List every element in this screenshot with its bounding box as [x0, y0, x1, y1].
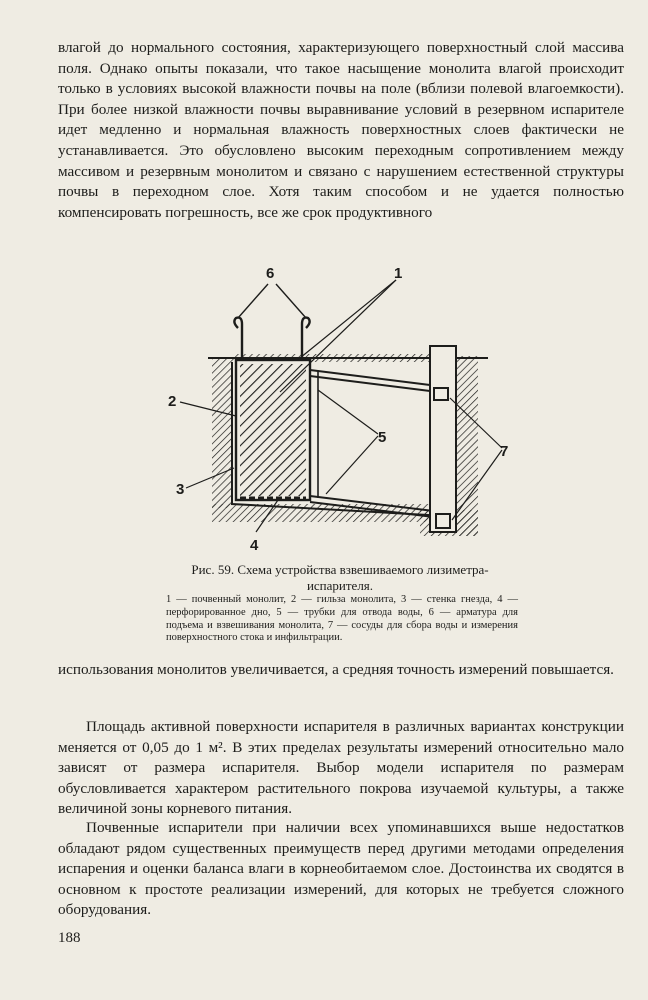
collection-vessel-top — [434, 388, 448, 400]
label-5: 5 — [378, 429, 387, 446]
lifting-hook-right — [302, 318, 310, 358]
paragraph-2: использования монолитов увеличивается, а средняя точность измерений повышается. — [58, 661, 614, 678]
figure-caption: Рис. 59. Схема устройства взвешиваемого лизиметра-испарителя. — [191, 562, 489, 593]
leader-5a — [318, 390, 378, 434]
paragraph-3: Площадь активной поверхности испарителя в различных вариантах конструкции меняется от 0,05 до 1 м². В этих пределах результаты измерений относительно мало зависят от размера испарителя. Выбор модели испарителя по размерам обусловливается характером растительного покрова изучаемой культуры, а также величиной зоны корневого питания. — [58, 718, 624, 818]
figure-legend: 1 — почвенный монолит, 2 — гильза монолита, 3 — стенка гнезда, 4 — перфорированное дно, 5 — трубки для отвода воды, 6 — арматура для подъема и взвешивания монолита, 7 — сосуды для сбора воды и измерения поверхностного стока и инфильтрации. — [166, 594, 518, 644]
label-2: 2 — [168, 393, 177, 410]
label-6: 6 — [266, 265, 275, 282]
page-number: 188 — [58, 930, 81, 946]
label-7: 7 — [500, 443, 509, 460]
lifting-hook-left — [234, 318, 242, 358]
lifting-cable-right — [276, 284, 306, 318]
paragraph-1: влагой до нормального состояния, характеризующего поверхностный слой массива поля. Однако опыты показали, что такое насыщение монолита влагой происходит только в условиях высокой влажности почвы на поле (вблизи полевой влагоемкости). При более низкой влажности почвы выравнивание условий в резервном испарителе идет медленно и нормальная влажность поверхностных слоев фактически не устанавливается. Это обусловлено высоким переходным сопротивлением между массивом и резервным монолитом и связано с нарушением естественной структуры почвы в переходном слое. Хотя таким способом и не удается полностью компенсировать погрешность, все же срок продуктивного — [58, 39, 624, 221]
collection-shaft — [430, 346, 456, 532]
label-3: 3 — [176, 481, 185, 498]
soil-wall-left — [212, 358, 232, 508]
leader-1b — [280, 280, 396, 392]
label-1: 1 — [394, 265, 403, 282]
leader-5b — [326, 436, 378, 494]
soil-monolith — [240, 364, 306, 496]
label-4: 4 — [250, 537, 259, 554]
lifting-cable-left — [238, 284, 268, 318]
collection-vessel-bottom — [436, 514, 450, 528]
lysimeter-diagram — [150, 258, 530, 558]
figure-59 — [150, 258, 530, 558]
leader-1 — [300, 280, 396, 358]
paragraph-4: Почвенные испарители при наличии всех упоминавшихся выше недостатков обладают рядом существенных преимуществ перед другими методами определения испарения и оценки баланса влаги в корнеобитаемом слое. Достоинства их сводятся в основном к простоте реализации измерений, для которых не требуется сложного оборудования. — [58, 819, 624, 919]
